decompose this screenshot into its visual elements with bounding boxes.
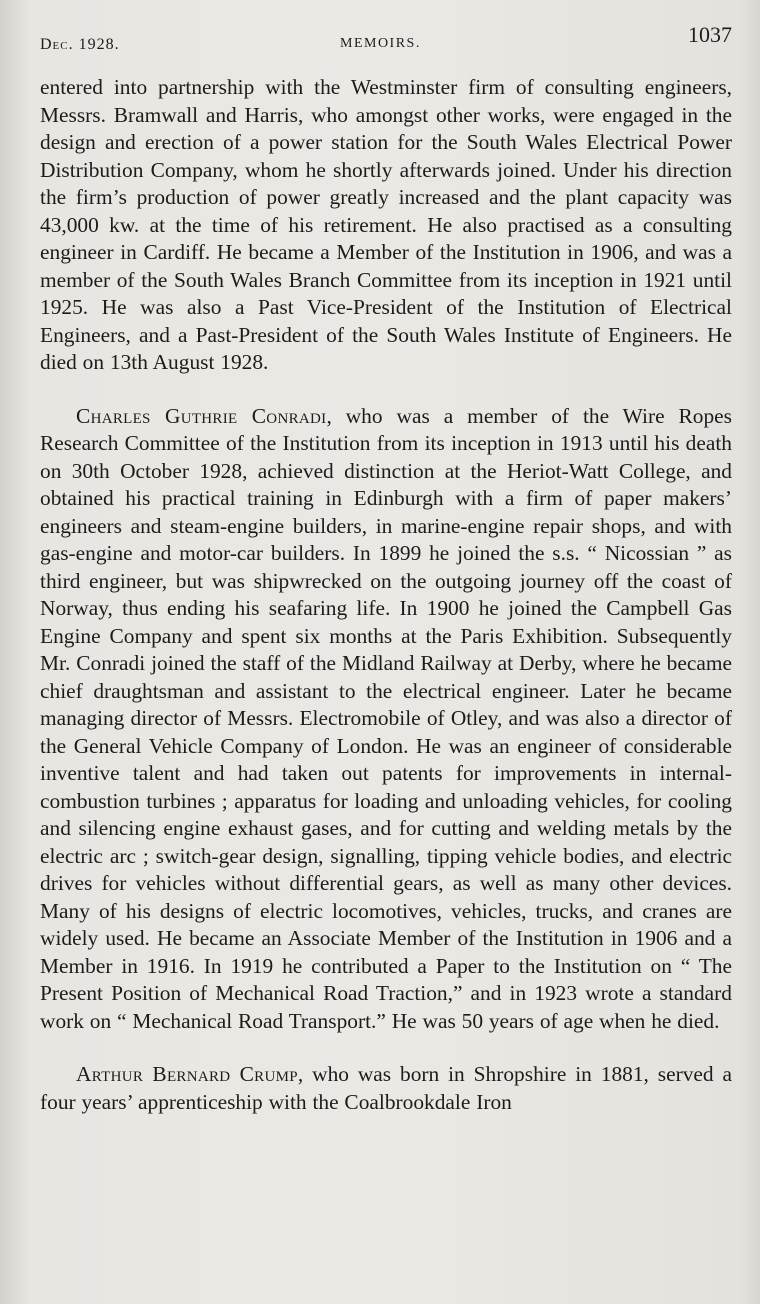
memoir-name-conradi: Charles Guthrie Conradi (76, 403, 327, 428)
header-section-title: MEMOIRS. (340, 36, 421, 51)
page-number: 1037 (688, 22, 732, 47)
memoir-conradi-paragraph (40, 403, 732, 1036)
memoir-continuation-paragraph (40, 74, 732, 377)
memoir-text: , who was a member of the Wire Ropes Research Committee of the Institution from its inception in 1913 until his death on 30th October 1928, achieved distinction at the Heriot-Watt College, and obtained his practical training in Edinburgh with a firm of paper makers’ engineers and steam-engine builders, in marine-engine repair shops, and with gas-engine and motor-car builders. In 1899 he joined the s.s. “ Nicossian ” as third engineer, but was shipwrecked on the outgoing journey off the coast of Norway, thus ending his seafaring life. In 1900 he joined the Campbell Gas Engine Company and spent six months at the Paris Exhibition. Subsequently Mr. Conradi joined the staff of the Midland Railway at Derby, where he became chief draughtsman and assistant to the electrical engineer. Later he became managing director of Messrs. Electromobile of Otley, and was also a director of the General Vehicle Company of London. He was an engineer of considerable inventive talent and had taken out patents for improvements in internal-combustion turbines ; apparatus for loading and unloading vehicles, for cooling and silencing engine exhaust gases, and for cutting and welding metals by the electric arc ; switch-gear design, signalling, tipping vehicle bodies, and electric drives for vehicles without differential gears, as well as many other devices. Many of his designs of electric locomotives, vehicles, trucks, and cranes are widely used. He became an Associate Member of the Institution in 1906 and a Member in 1916. In 1919 he contributed a Paper to the Institution on “ The Present Position of Mechanical Road Traction,” and in 1923 wrote a standard work on “ Mechanical Road Transport.” He was 50 years of age when he died. (40, 403, 732, 1033)
memoir-text: , who was born in Shropshire in 1881, served a four years’ apprenticeship with the Coalbrookdale Iron (40, 1062, 732, 1114)
header-date: Dec. 1928. (40, 36, 120, 53)
memoirs-body (40, 74, 732, 1116)
memoir-name-crump: Arthur Bernard Crump (76, 1062, 298, 1086)
running-head (40, 20, 732, 64)
memoir-crump-paragraph (40, 1061, 732, 1116)
memoir-text: entered into partnership with the Westminster firm of consulting engineers, Messrs. Bramwall and Harris, who amongst other works, were engaged in the design and erection of a power station for the South Wales Electrical Power Distribution Company, whom he shortly afterwards joined. Under his direction the firm’s production of power greatly increased and the plant capacity was 43,000 kw. at the time of his retirement. He also practised as a consulting engineer in Cardiff. He became a Member of the Institution in 1906, and was a member of the South Wales Branch Committee from its inception in 1921 until 1925. He was also a Past Vice-President of the Institution of Electrical Engineers, and a Past-President of the South Wales Institute of Engineers. He died on 13th August 1928. (40, 75, 732, 374)
